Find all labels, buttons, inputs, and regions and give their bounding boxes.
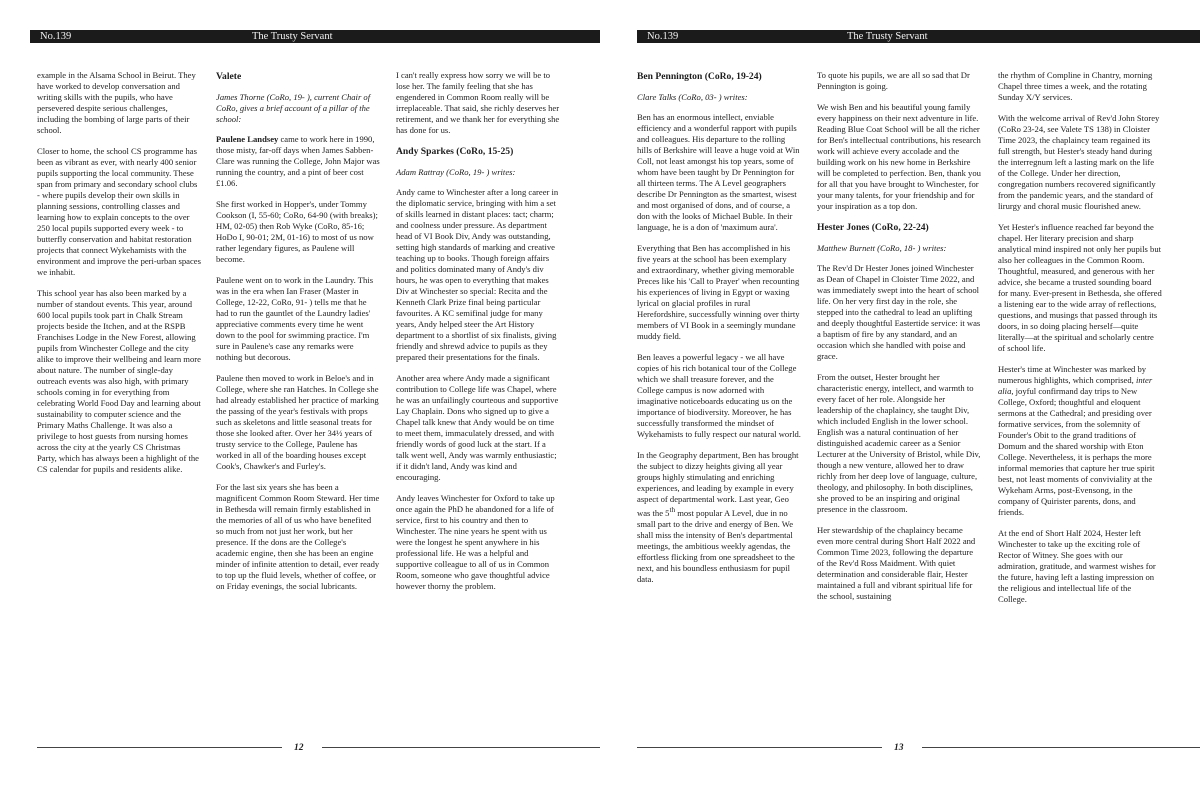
paragraph: Paulene then moved to work in Beloe's and in College, where she ran Hatches. In College she had already established her practice of marking the passing of the year's festivals with props such as skeletons and little seasonal treats for those she looked after. Over her 34½ years of trusty service to the College, Paulene has worked in all of the boarding houses except Cook's, Chawker's and Furley's. — [216, 373, 379, 471]
paragraph-text: , joyful confirmand day trips to New College, Oxford; thoughtful and eloquent sermons at the Cathedral; and presiding over formative services, from the solemnity of Founder's Obit to the grand traditions of Domum and the shared worship with Eton College. Nevertheless, it is perhaps the more informal memories that capture her true spirit best, not least moments of conviviality at the Wykeham Arms, post-Evensong, in the company of Quirister parents, dons, and friends. — [998, 386, 1155, 517]
paragraph: Closer to home, the school CS programme has been as vibrant as ever, with nearly 400 senior pupils supporting the local community. These span from primary and secondary school clubs - where pupils develop their own skills in planning sessions, controlling classes and learning how to explain concepts to the over 250 local pupils supported every week - to butterfly conservation and habitat restoration projects that connect Wykehamists with the environment and improve the peri-urban spaces we inhabit. — [37, 146, 201, 277]
issue-number: No.139 — [647, 31, 679, 42]
paragraph: From the outset, Hester brought her characteristic energy, intellect, and warmth to every facet of her role. Alongside her leadership of the chaplaincy, she taught Div, which included English in the lower school. English was a natural continuation of her distinguished academic career as a Senior Lecturer at the University of Bristol, while Div, though a new venture, allowed her to draw richly from her deep love of language, culture, theology, and philosophy. In both disciplines, she proved to be an inspiring and original presence in the classroom. — [817, 372, 981, 514]
column-3 — [998, 70, 1162, 615]
page-footer — [37, 742, 600, 754]
paragraph: To quote his pupils, we are all so sad that Dr Pennington is going. — [817, 70, 970, 91]
paragraph: the rhythm of Compline in Chantry, morning Chapel three times a week, and the rotating Sunday X/Y services. — [998, 70, 1153, 102]
paragraph: Her stewardship of the chaplaincy became even more central during Short Half 2022 and Common Time 2023, following the departure of the Rev'd Ross Maidment. With quiet determination and considerable flair, Hester maintained a full and vibrant spiritual life for the school, sustaining — [817, 525, 976, 601]
issue-number: No.139 — [40, 31, 72, 42]
paragraph: For the last six years she has been a magnificent Common Room Steward. Her time in Bethesda will remain firmly established in the memories of all of us who have benefited so much from not just her work, but her presence. If the dons are the College's academic engine, then she has been an engine minder of infinite attention to detail, ever ready to top up the fluid levels, whether of coffee, or on Friday evenings, the social lubricants. — [216, 482, 380, 591]
attribution: James Thorne (CoRo, 19- ), current Chair of CoRo, gives a brief account of a pillar of the school: — [216, 92, 371, 124]
column-3 — [396, 70, 560, 602]
ordinal-suffix: th — [669, 506, 676, 514]
page-header — [30, 30, 600, 43]
lead-text: came to work here in 1990, those misty, far-off days when James Sabben-Clare was running the College, John Major was running the country, and a pint of beer cost £1.06. — [216, 134, 380, 188]
paragraph: She first worked in Hopper's, under Tommy Cookson (I, 55-60; CoRo, 64-90 (with breaks); HM, 02-05) then Rob Wyke (CoRo, 85-16; HoDo I, 90-01; 2M, 01-16) to most of us now rather legendary figures, as Paulene will become. — [216, 199, 378, 264]
paragraph: Another area where Andy made a significant contribution to College life was Chapel, where he was an unfailingly courteous and supportive Lay Chaplain. Dons who signed up to give a Chapel talk knew that Andy would be on time to meet them, immaculately dressed, and with friendly words of good luck at the start. If a talk went well, Andy was warmly enthusiastic; if it didn't land, Andy was kind and encouraging. — [396, 373, 559, 482]
page-footer — [637, 742, 1200, 754]
lead-name: Paulene Landsey — [216, 134, 279, 144]
paragraph: This school year has also been marked by a number of standout events. This year, around 600 local pupils took part in Chalk Stream projects beside the Itchen, and at the RSPB Franchises Lodge in the New Forest, allowing pupils from Winchester College and the city alike to improve their wellbeing and learn more about nature. The number of single-day outreach events was also high, with primary schools coming in for everything from celebrating World Food Day and learning about sustainability to computer science and the Primary Maths Challenge. It was also a privilege to host guests from nursing homes across the city at the yearly CS Christmas Party, which has always been a highlight of the CS calendar for pupils and residents alike. — [37, 288, 201, 474]
column-1 — [37, 70, 201, 485]
footer-rule — [637, 747, 882, 748]
footer-rule — [37, 747, 282, 748]
section-heading: Hester Jones (CoRo, 22-24) — [817, 222, 929, 233]
column-2 — [216, 70, 380, 602]
paragraph: Ben has an enormous intellect, enviable efficiency and a wonderful rapport with pupils and colleagues. His departure to the rolling hills of Berkshire will leave a huge void at Win Coll, not least amongst his top years, some of whom have been taught by Dr Pennington for all thirteen terms. The A Level geographers describe Dr Pennington as the smartest, wisest and most organised of dons, and of course, a don with the looks of Michael Buble. In their language, he is a don of 'maximum aura'. — [637, 112, 800, 232]
attribution: Matthew Burnett (CoRo, 18- ) writes: — [817, 243, 947, 253]
paragraph — [998, 364, 1162, 518]
footer-rule — [322, 747, 600, 748]
section-heading: Andy Sparkes (CoRo, 15-25) — [396, 146, 514, 157]
paragraph: With the welcome arrival of Rev'd John Storey (CoRo 23-24, see Valete TS 138) in Cloister Time 2023, the chaplaincy team regained its full strength, but Hester's steady hand during the interregnum left a lasting mark on the life of the College. Under her direction, congregation numbers recovered significantly from the pandemic years, and the standard of lirurgy and choral music flourished anew. — [998, 113, 1160, 211]
footer-rule — [922, 747, 1200, 748]
section-heading: Valete — [216, 71, 242, 82]
publication-title: The Trusty Servant — [847, 31, 928, 42]
page-right — [600, 0, 1200, 786]
page-number: 13 — [894, 743, 904, 753]
publication-title: The Trusty Servant — [252, 31, 333, 42]
paragraph: We wish Ben and his beautiful young family every happiness on their next adventure in life. Reading Blue Coat School will be all the richer for Ben's intellectual contributions, his research work will achieve every accolade and the building work on his new home in Berkshire will be completed to perfection. Ben, thank you for all that you have brought to Winchester, for your many talents, for your friendship and for your inspiration as a top don. — [817, 102, 981, 211]
paragraph-text: In the Geography department, Ben has brought the subject to dizzy heights giving all year groups highly stimulating and enriching experiences, and leading by example in every aspect of departmental work. Last year, Geo was the 5 — [637, 450, 799, 518]
latin-phrase: inter alia — [998, 375, 1153, 396]
paragraph — [637, 450, 801, 585]
paragraph: Paulene went on to work in the Laundry. This was in the era when Ian Fraser (Master in College, 12-22, CoRo, 91- ) tells me that he had to run the gauntlet of the Laundry ladies' appreciative comments every time he went down to the pool for swimming practice. I'm sure in Paulene's case any remarks were nothing but decorous. — [216, 275, 374, 362]
attribution: Clare Talks (CoRo, 03- ) writes: — [637, 92, 748, 102]
paragraph: example in the Alsama School in Beirut. They have worked to develop conversation and writing skills with the pupils, who have persevered despite serious challenges, including the bombing of large parts of their school. — [37, 70, 196, 135]
paragraph: Andy leaves Winchester for Oxford to take up once again the PhD he abandoned for a life of service, first to his country and then to Winchester. The nine years he spent with us were the longest he spent anywhere in his professional life. He was a helpful and supportive colleague to all of us in Common Room, someone who gave thoughtful advice however thorny the problem. — [396, 493, 555, 591]
paragraph: Ben leaves a powerful legacy - we all have copies of his rich botanical tour of the College which we shall treasure forever, and the College campus is now adorned with imaginative noticeboards educating us on the importance of biodiversity. Moreover, he has successfully transformed the mindset of Wykehamists to fully respect our natural world. — [637, 352, 801, 439]
paragraph: At the end of Short Half 2024, Hester left Winchester to take up the exciting role of Rector of Witney. She goes with our admiration, gratitude, and warmest wishes for the future, having left a lasting impression on the religious and intellectual life of the College. — [998, 528, 1156, 604]
column-2 — [817, 70, 981, 612]
section-heading: Ben Pennington (CoRo, 19-24) — [637, 71, 762, 82]
paragraph-text: Hester's time at Winchester was marked by numerous highlights, which comprised, — [998, 364, 1147, 385]
page-number: 12 — [294, 743, 304, 753]
page-header — [637, 30, 1200, 43]
paragraph: Yet Hester's influence reached far beyond the chapel. Her literary precision and sharp analytical mind inspired not only her pupils but also her colleagues in the Common Room. Thoughtful, measured, and generous with her advice, she became a trusted sounding board for many. Ever-present in Bethesda, she offered a listening ear to the wide array of reflections, questions, and musings that passed through its doors, in so doing placing herself—quite literally—at the spiritual and scholarly centre of school life. — [998, 222, 1162, 353]
paragraph: Andy came to Winchester after a long career in the diplomatic service, bringing with him a set of skills learned in distant places: tact; charm; and coolness under pressure. As department head of VI Book Div, Andy was outstanding, setting high standards of marking and creative teaching up to books. Though foreign affairs and politics dominated many of Andy's div hours, he was open to everything that makes Div at Winchester so special: Recita and the Kenneth Clark Prize final being particular favourites. A KC semifinal judge for many years, Andy helped steer the Art History department to a shortlist of six finalists, giving friendly and shrewd advice to pupils as they prepared their presentations for the finals. — [396, 187, 559, 362]
attribution: Adam Rattray (CoRo, 19- ) writes: — [396, 167, 516, 177]
column-1 — [637, 70, 801, 595]
paragraph: Everything that Ben has accomplished in his five years at the school has been exemplary and extraordinary, whether giving memorable Preces like his 'Call to Prayer' when recounting his experiences of living in Egypt or waxing lyrical on glacial profiles in rural Herefordshire, successfully winning over thirty members of VI Book in a seemingly mundane muddy field. — [637, 243, 800, 341]
paragraph — [216, 134, 380, 189]
paragraph-text: most popular A Level, due in no small part to the drive and energy of Ben. We shall miss the intensity of Ben's departmental meetings, the ambitious weekly agendas, the effortless flicking from one spreadsheet to the next, and his boundless enthusiasm for pupil data. — [637, 507, 795, 584]
paragraph: I can't really express how sorry we will be to lose her. The family feeling that she has engendered in Common Room really will be irreplaceable. That said, she richly deserves her retirement, and we thank her for everything she has done for us. — [396, 70, 560, 135]
paragraph: The Rev'd Dr Hester Jones joined Winchester as Dean of Chapel in Cloister Time 2022, and was immediately swept into the heart of school life. On her very first day in the role, she stepped into the cathedral to lead an uplifting and deeply thoughtful Eastertide service: it was a baptism of fire by any standard, and an occasion which she handled with poise and grace. — [817, 263, 981, 361]
